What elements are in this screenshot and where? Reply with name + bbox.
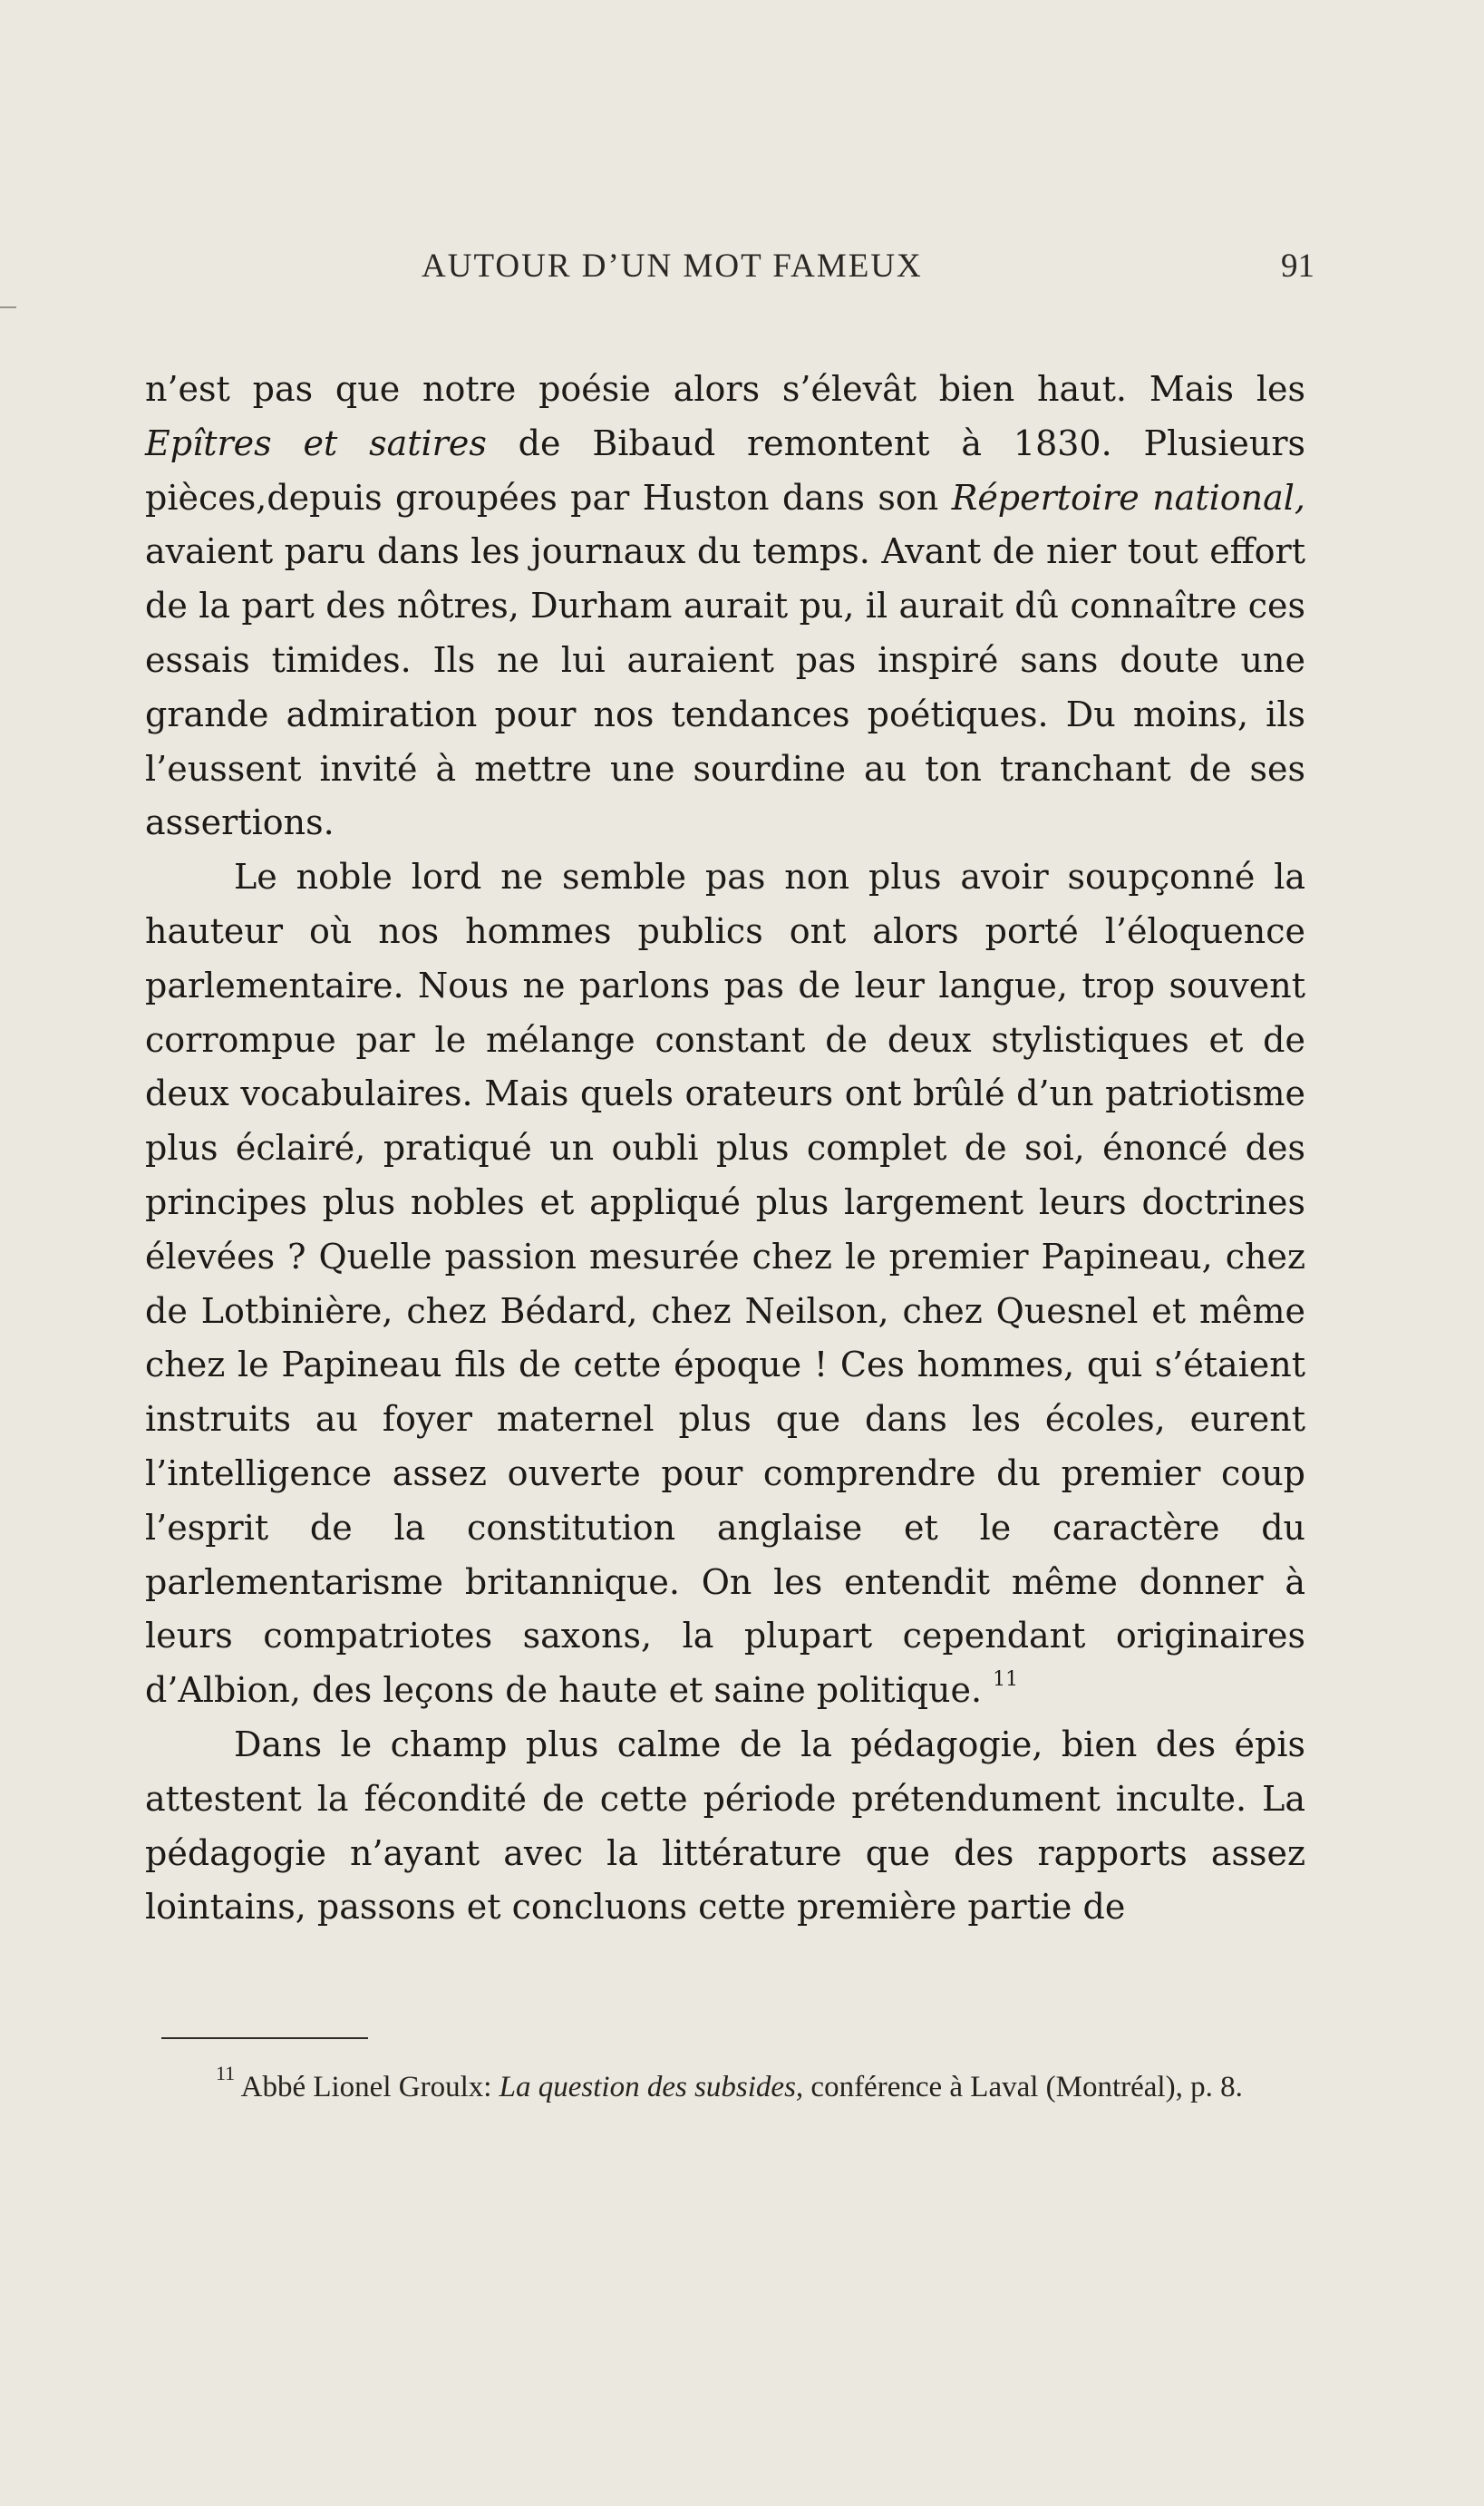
running-head bbox=[145, 247, 1314, 292]
footnote-title: La question des subsides, bbox=[499, 2071, 804, 2103]
text-run: n’est pas que notre poésie alors s’élevât bien haut. Mais les bbox=[145, 369, 1305, 409]
footnote-rule bbox=[161, 2037, 368, 2039]
text-run: de Bibaud remontent à 1830. Plusieurs pièces,depuis groupées par Huston dans son bbox=[145, 423, 1306, 518]
footnote-marker: 11 bbox=[216, 2062, 236, 2084]
text-run: avaient paru dans les journaux du temps. Avant de nier tout effort de la part des nôtres, Durham aurait pu, il aurait dû connaître ces essais timides. Ils ne lui auraient pas inspiré sans doute une grande admiration pour nos tendances poétiques. Du moins, ils l’eussent invité à mettre une sourdine au ton tranchant de ses assertions. bbox=[145, 531, 1305, 843]
footnote-indent bbox=[145, 2071, 216, 2103]
body-text bbox=[145, 363, 1305, 1935]
italic-run: Répertoire national, bbox=[951, 477, 1305, 518]
text-run: Le noble lord ne semble pas non plus avoir soupçonné la hauteur où nos hommes publics ont alors porté l’éloquence parlementaire. Nous ne parlons pas de leur langue, trop souvent corrompue par le mélange constant de deux stylistiques et de deux vocabulaires. Mais quels orateurs ont brûlé d’un patriotisme plus éclairé, pratiqué un oubli plus complet de soi, énoncé des principes plus nobles et appliqué plus largement leurs doctrines élevées ? Quelle passion mesurée chez le premier Papineau, chez de Lotbinière, chez Bédard, chez Neilson, chez Quesnel et même chez le Papineau fils de cette époque ! Ces hommes, qui s’étaient instruits au foyer maternel plus que dans les écoles, eurent l’intelligence assez ouverte pour comprendre du premier coup l’esprit de la constitution anglaise et le caractère du parlementarisme britannique. On les entendit même donner à leurs compatriotes saxons, la plupart cependant originaires d’Albion, des leçons de haute et saine politique. bbox=[145, 857, 1305, 1711]
paragraph bbox=[145, 363, 1305, 850]
paragraph bbox=[145, 1718, 1305, 1935]
paragraph bbox=[145, 850, 1305, 1718]
footnote bbox=[145, 2062, 1305, 2107]
text-run: Dans le champ plus calme de la pédagogie, bien des épis attestent la fécondité de cette période prétendument inculte. La pédagogie n’ayant avec la littérature que des rapports assez lointains, passons et concluons cette première partie de bbox=[145, 1724, 1305, 1928]
footnote-reference: 11 bbox=[993, 1668, 1019, 1692]
page-number: 91 bbox=[1281, 248, 1314, 285]
footnote-author: Abbé Lionel Groulx: bbox=[240, 2071, 500, 2103]
running-title: AUTOUR D’UN MOT FAMEUX bbox=[422, 248, 923, 285]
italic-run: Epîtres et satires bbox=[145, 423, 487, 463]
margin-mark bbox=[0, 306, 16, 308]
footnote-rest: conférence à Laval (Montréal), p. 8. bbox=[803, 2071, 1243, 2103]
